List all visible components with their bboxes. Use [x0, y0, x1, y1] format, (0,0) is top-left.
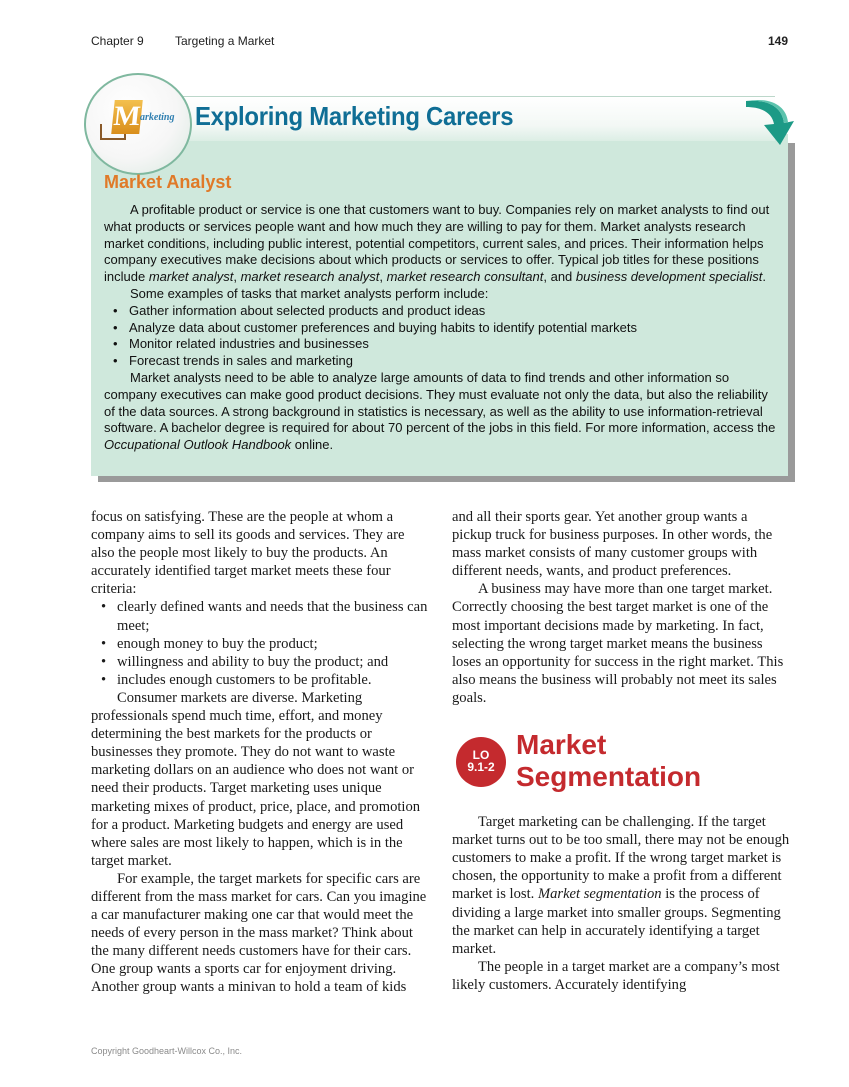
criteria-item: • includes enough customers to be profitable.	[91, 671, 429, 689]
text-run: Market analysts need to be able to analyze large amounts of data to find trends and other information so company executives can make good product decisions. They must evaluate not only the data, but also the reliability of the data sources. A strong background in statistics is necessary, as well as the ability to use information-retrieval software. A bachelor degree is required for about 70 percent of the jobs in this field. For more information, access the	[104, 369, 776, 436]
lo-label: LO	[472, 748, 490, 763]
text-run: Target marketing can be challenging. If the target market turns out to be too small, there may not be enough customers to make a profit. If the wrong target market is chosen, the opportunity to make a profit from a different market is lost.	[452, 814, 790, 903]
body-paragraph: focus on satisfying. These are the people at whom a company aims to sell its goods and services. They are also the people most likely to buy the products. An accurately identified target market meets these four criteria:	[91, 509, 405, 598]
body-paragraph	[452, 813, 790, 958]
body-paragraph: The people in a target market are a company’s most likely customers. Accurately identifying	[452, 958, 780, 993]
marketing-logo-word: arketing	[140, 112, 175, 123]
feature-paragraph-3	[104, 370, 776, 454]
task-item: • Forecast trends in sales and marketing	[104, 353, 776, 370]
section-title-line-1: Market	[516, 729, 607, 761]
feature-title: Exploring Marketing Careers	[195, 101, 514, 131]
criteria-item: • enough money to buy the product;	[91, 635, 429, 653]
body-paragraph: and all their sports gear. Yet another group wants a pickup truck for business purposes. In other words, the mass market consists of many customer groups with different needs, wants, and product preferences.	[452, 509, 773, 580]
criteria-item: • willingness and ability to buy the product; and	[91, 653, 429, 671]
italic-term: business development specialist	[575, 269, 763, 285]
italic-term: Market segmentation	[537, 886, 662, 903]
marketing-logo-letter: M	[112, 101, 142, 132]
criteria-item: • clearly defined wants and needs that the business can meet;	[91, 598, 429, 634]
feature-paragraph-2: Some examples of tasks that market analysts perform include:	[130, 285, 489, 301]
curved-arrow-icon	[742, 93, 798, 147]
italic-term: market research consultant	[386, 269, 544, 285]
text-run: ,	[233, 269, 241, 285]
text-run: .	[762, 269, 766, 285]
running-header	[91, 34, 788, 50]
task-item: • Gather information about selected products and product ideas	[104, 303, 776, 320]
lo-number: 9.1-2	[467, 760, 495, 775]
italic-term: market research analyst	[240, 269, 380, 285]
section-heading	[452, 731, 790, 799]
text-run: is the process of dividing a large market into smaller groups. Segmenting the market can help in accurately identifying a target market.	[452, 886, 781, 957]
italic-term: Occupational Outlook Handbook	[104, 437, 292, 453]
feature-text	[104, 202, 776, 454]
text-run: ,	[379, 269, 387, 285]
section-label: Targeting a Market	[175, 34, 275, 48]
feature-paragraph-1	[104, 202, 776, 286]
chapter-label: Chapter 9	[91, 34, 144, 48]
section-title	[516, 729, 701, 793]
task-item: • Analyze data about customer preferences and buying habits to identify potential markets	[104, 320, 776, 337]
task-item: • Monitor related industries and businesses	[104, 336, 776, 353]
learning-objective-badge	[456, 737, 506, 787]
text-run: , and	[543, 269, 576, 285]
text-run: A profitable product or service is one that customers want to buy. Companies rely on market analysts to find out what products or services people want and how much they are willing to pay for them. Market analysts research market conditions, including public interest, potential competitors, current sales, and prices. Their information helps company executives make decisions about which products or services to offer. Typical job titles for these positions include	[104, 202, 770, 285]
criteria-list	[91, 598, 429, 688]
copyright-footer: Copyright Goodheart-Willcox Co., Inc.	[91, 1046, 243, 1056]
feature-subtitle: Market Analyst	[104, 172, 232, 192]
task-list	[104, 303, 776, 370]
section-title-line-2: Segmentation	[516, 761, 702, 793]
right-column	[452, 508, 790, 994]
body-paragraph: Consumer markets are diverse. Marketing professionals spend much time, effort, and money determining the best markets for the products or businesses they promote. They do not want to waste marketing dollars on an audience who does not want or need their products. Target marketing uses unique marketing mixes of product, price, place, and promotion for a product. Marketing budgets and energy are used where sales are most likely to happen, which is in the target market.	[91, 689, 421, 869]
body-paragraph: For example, the target markets for specific cars are different from the mass market for cars. Can you imagine a car manufacturer making one car that would meet the needs of every person in the mass market? Think about the many different needs customers have for their cars. One group wants a sports car for enjoyment driving. Another group wants a minivan to hold a team of kids	[91, 870, 427, 996]
page-number: 149	[767, 34, 788, 48]
left-column	[91, 508, 429, 997]
italic-term: market analyst	[148, 269, 234, 285]
text-run: online.	[291, 437, 334, 453]
body-paragraph: A business may have more than one target market. Correctly choosing the best target market is one of the most important decisions made by marketing. In fact, selecting the wrong target market means the business loses an opportunity for success in the right market. This also means the business will probably not meet its sales goals.	[452, 581, 784, 706]
